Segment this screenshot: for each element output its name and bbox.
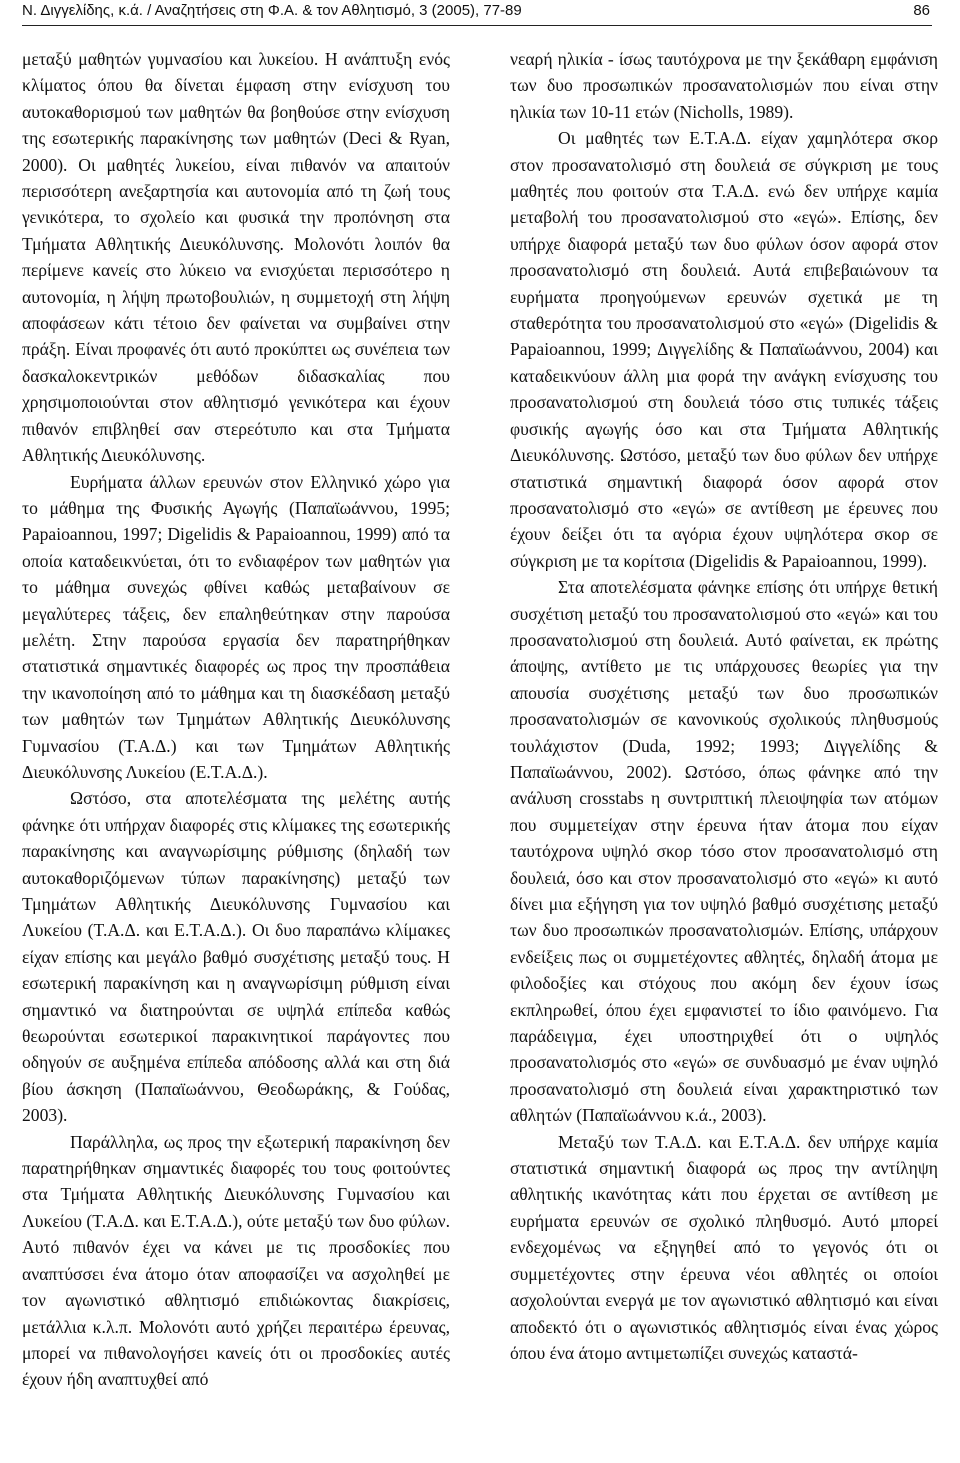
paragraph: Οι μαθητές των Ε.Τ.Α.Δ. είχαν χαμηλότερα σκορ στον προσανατολισμό στη δουλειά σε σύγκριση με τους μαθητές που φοιτούν στα Τ.Α.Δ. ενώ δεν υπήρχε καμία μεταβολή του προσανατολισμού στο «εγώ». Επίσης, δεν υπήρχε διαφορά μεταξύ των δυο φύλων όσον αφορά στον προσανατολισμό στη δουλειά. Αυτά επιβεβαιώνουν τα ευρήματα προηγούμενων ερευνών σχετικά με τη σταθερότητα του προσανατολισμού στο «εγώ» (Digelidis & Papaioannou, 1999; Διγγελίδης & Παπαϊωάννου, 2004) και καταδεικνύουν άλλη μια φορά την ανάγκη ενίσχυσης του προσανατολισμού στη δουλειά τόσο στις τυπικές τάξεις φυσικής αγωγής όσο και στα Τμήματα Αθλητικής Διευκόλυνσης. Ωστόσο, μεταξύ των δυο φύλων δεν υπήρχε στατιστικά σημαντική διαφορά όσον αφορά στον προσανατολισμό στο «εγώ» σε αντίθεση με έρευνες που έχουν δείξει ότι τα αγόρια έχουν υψηλότερα σκορ σε σύγκριση με τα κορίτσια (Digelidis & Papaioannou, 1999). <box>510 128 938 571</box>
left-column <box>22 46 450 1393</box>
paragraph: Μεταξύ των Τ.Α.Δ. και Ε.Τ.Α.Δ. δεν υπήρχε καμία στατιστικά σημαντική διαφορά ως προς την αντίληψη αθλητικής ικανότητας κάτι που έρχεται σε αντίθεση με ευρήματα ερευνών σε σχολικό πληθυσμό. Αυτό μπορεί ενδεχομένως να εξηγηθεί από το γεγονός ότι οι συμμετέχοντες στην έρευνα νέοι αθλητές οι οποίοι ασχολούνται ενεργά με τον αγωνιστικό αθλητισμό και είναι αποδεκτό ότι ο αγωνιστικός αθλητισμός είναι ένας χώρος όπου ένα άτομο αντιμετωπίζει συνεχώς καταστά- <box>510 1131 938 1363</box>
paragraph: νεαρή ηλικία - ίσως ταυτόχρονα με την ξεκάθαρη εμφάνιση των δυο προσωπικών προσανατολισμών που είναι στην ηλικία των 10-11 ετών (Nicholls, 1989). <box>510 49 938 122</box>
page-number: 86 <box>913 2 930 19</box>
paragraph: Ευρήματα άλλων ερευνών στον Ελληνικό χώρο για το μάθημα της Φυσικής Αγωγής (Παπαϊωάννου, 1995; Papaioannou, 1997; Digelidis & Papaioannou, 1999) από τα οποία καταδεικνύεται, ότι το ενδιαφέρον των μαθητών για το μάθημα συνεχώς φθίνει καθώς μεταβαίνουν σε μεγαλύτερες τάξεις, δεν επαληθεύτηκαν στην παρούσα μελέτη. Στην παρούσα εργασία δεν παρατηρήθηκαν στατιστικά σημαντικές διαφορές ως προς την προσπάθεια την ικανοποίηση από το μάθημα και τη διασκέδαση μεταξύ των μαθητών των Τμημάτων Αθλητικής Διευκόλυνσης Γυμνασίου (Τ.Α.Δ.) και των Τμημάτων Αθλητικής Διευκόλυνσης Λυκείου (Ε.Τ.Α.Δ.). <box>22 471 450 782</box>
paragraph: Παράλληλα, ως προς την εξωτερική παρακίνηση δεν παρατηρήθηκαν σημαντικές διαφορές του τους φοιτούντες στα Τμήματα Αθλητικής Διευκόλυνσης Γυμνασίου και Λυκείου (Τ.Α.Δ. και Ε.Τ.Α.Δ.), ούτε μεταξύ των δυο φύλων. Αυτό πιθανόν έχει να κάνει με τις προσδοκίες που αναπτύσσει ένα άτομο όταν αποφασίζει να ασχοληθεί με τον αγωνιστικό αθλητισμό επιδιώκοντας διακρίσεις, μετάλλια κ.λ.π. Μολονότι αυτό χρήζει περαιτέρω έρευνας, μπορεί να πιθανολογήσει κανείς ότι οι προσδοκίες αυτές έχουν ήδη αναπτυχθεί από <box>22 1131 450 1390</box>
running-header <box>22 0 930 26</box>
running-title: Ν. Διγγελίδης, κ.ά. / Αναζητήσεις στη Φ.Α. & τον Αθλητισμό, 3 (2005), 77-89 <box>22 2 522 19</box>
paragraph: Ωστόσο, στα αποτελέσματα της μελέτης αυτής φάνηκε ότι υπήρχαν διαφορές στις κλίμακες της εσωτερικής παρακίνησης και αναγνωρίσιμης ρύθμισης (δηλαδή των αυτοκαθοριζόμενων τύπων παρακίνησης) μεταξύ των Τμημάτων Αθλητικής Διευκόλυνσης Γυμνασίου και Λυκείου (Τ.Α.Δ. και Ε.Τ.Α.Δ.). Οι δυο παραπάνω κλίμακες είχαν επίσης και μεγάλο βαθμό συσχέτισης μεταξύ τους. Η εσωτερική παρακίνηση και η αναγνωρίσιμη ρύθμιση είναι σημαντικό να διατηρούνται σε υψηλά επίπεδα καθώς θεωρούνται εσωτερικοί παρακινητικοί παράγοντες που οδηγούν σε αυξημένα επίπεδα απόδοσης αλλά και στη διά βίου άσκηση (Παπαϊωάννου, Θεοδωράκης, & Γούδας, 2003). <box>22 788 450 1126</box>
right-column <box>510 46 938 1366</box>
header-rule <box>22 25 932 26</box>
paragraph: μεταξύ μαθητών γυμνασίου και λυκείου. Η ανάπτυξη ενός κλίματος όπου θα δίνεται έμφαση στην ενίσχυση του αυτοκαθορισμού των μαθητών θα βοηθούσε στην ενίσχυση της εσωτερικής παρακίνησης των μαθητών (Deci & Ryan, 2000). Οι μαθητές λυκείου, είναι πιθανόν να απαιτούν περισσότερη ανεξαρτησία και αυτονομία από τη ζωή τους γενικότερα, το σχολείο και φυσικά την προπόνηση στα Τμήματα Αθλητικής Διευκόλυνσης. Μολονότι λοιπόν θα περίμενε κανείς στο λύκειο να ενισχύεται περισσότερο η αυτονομία, η λήψη πρωτοβουλιών, η συμμετοχή στη λήψη αποφάσεων κάτι τέτοιο δεν φαίνεται να συμβαίνει στην πράξη. Είναι προφανές ότι αυτό προκύπτει ως συνέπεια των δασκαλοκεντρικών μεθόδων διδασκαλίας που χρησιμοποιούνται στον αθλητισμό γενικότερα και έχουν πιθανόν επιβληθεί σαν στερεότυπο και στα Τμήματα Αθλητικής Διευκόλυνσης. <box>22 49 450 466</box>
paragraph: Στα αποτελέσματα φάνηκε επίσης ότι υπήρχε θετική συσχέτιση μεταξύ του προσανατολισμού στο «εγώ» και του προσανατολισμού στη δουλειά. Αυτό φαίνεται, εκ πρώτης άποψης, αντίθετο με τις υπάρχουσες θεωρίες για την απουσία συσχέτισης μεταξύ των δυο προσωπικών προσανατολισμών σε κανονικούς σχολικούς πληθυσμούς τουλάχιστον (Duda, 1992; 1993; Διγγελίδης & Παπαϊωάννου, 2002). Ωστόσο, όπως φάνηκε από την ανάλυση crosstabs η συντριπτική πλειοψηφία των ατόμων που συμμετείχαν στην έρευνα ήταν άτομα που είχαν ταυτόχρονα υψηλό σκορ τόσο στον προσανατολισμό στη δουλειά, όσο και στον προσανατολισμό στο «εγώ» κι αυτό δίνει μια εξήγηση για τον υψηλό βαθμό συσχέτισης μεταξύ των δυο προσωπικών προσανατολισμών. Επίσης, υπάρχουν ενδείξεις πως οι συμμετέχοντες αθλητές, δηλαδή άτομα με φιλοδοξίες και στόχους που ακόμη δεν έχουν ίσως εκπληρωθεί, όπου έχει εμφανιστεί το ίδιο φαινόμενο. Για παράδειγμα, έχει υποστηριχθεί ότι ο υψηλός προσανατολισμός στο «εγώ» σε συνδυασμό με έναν υψηλό προσανατολισμό στη δουλειά είναι χαρακτηριστικό των αθλητών (Παπαϊωάννου κ.ά., 2003). <box>510 577 938 1126</box>
